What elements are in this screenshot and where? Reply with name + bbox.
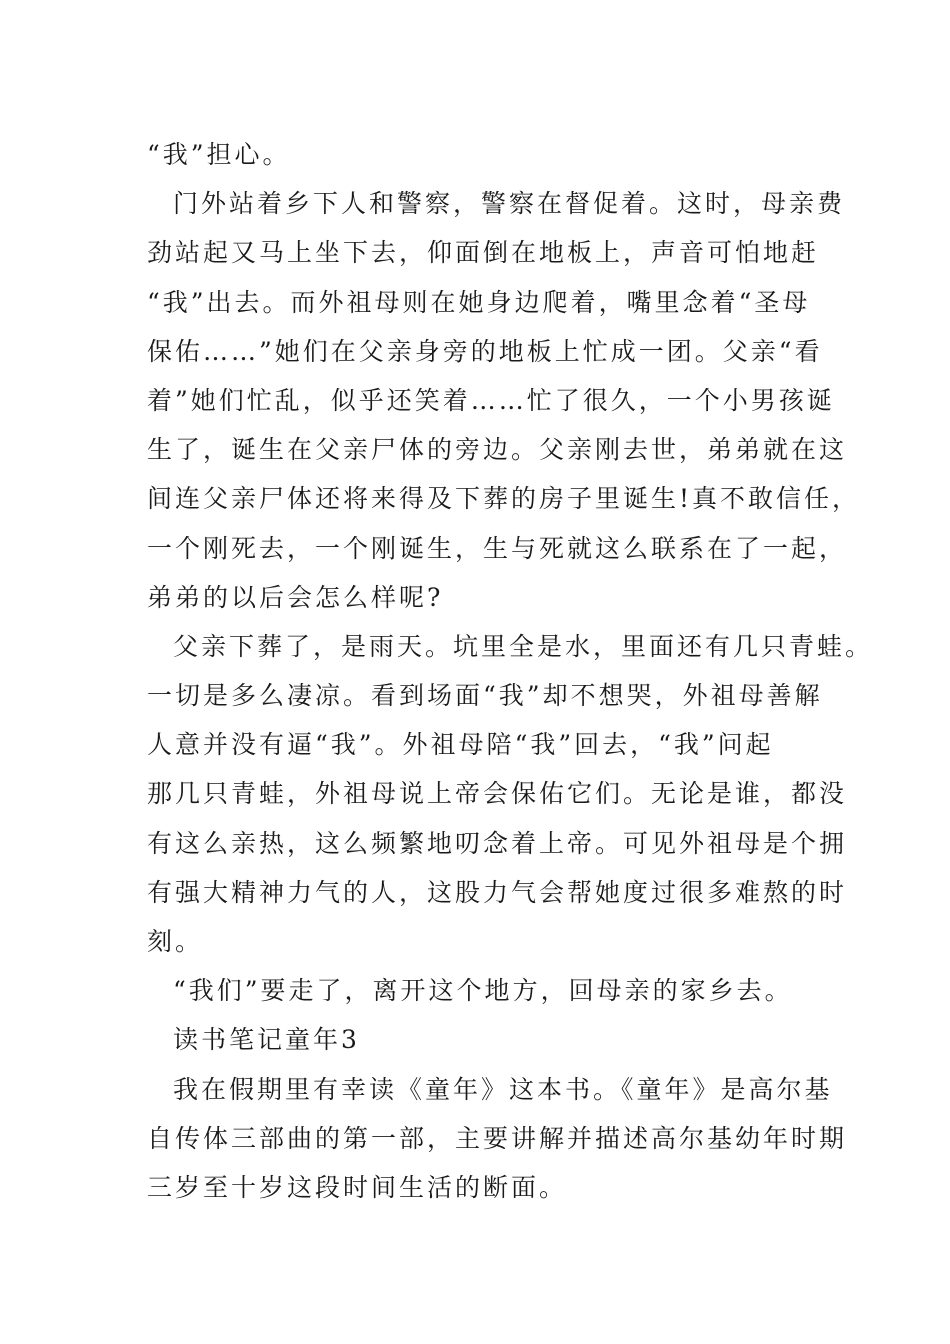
text-line: 弟弟的以后会怎么样呢? bbox=[147, 582, 444, 612]
text-line: 有强大精神力气的人，这股力气会帮她度过很多难熬的时 bbox=[147, 877, 848, 907]
text-line: 劲站起又马上坐下去，仰面倒在地板上，声音可怕地赶 bbox=[147, 238, 820, 268]
text-line: 着”她们忙乱，似乎还笑着……忙了很久，一个小男孩诞 bbox=[147, 385, 835, 415]
text-line: “我”担心。 bbox=[147, 140, 291, 169]
text-line: 我在假期里有幸读《童年》这本书。《童年》是高尔基 bbox=[173, 1074, 833, 1104]
text-line: 保佑……”她们在父亲身旁的地板上忙成一团。父亲“看 bbox=[147, 336, 823, 366]
body-text bbox=[147, 130, 874, 1212]
text-line: 自传体三部曲的第一部，主要讲解并描述高尔基幼年时期 bbox=[147, 1123, 848, 1153]
text-line: 三岁至十岁这段时间生活的断面。 bbox=[147, 1172, 568, 1202]
text-line: 一切是多么凄凉。看到场面“我”却不想哭，外祖母善解 bbox=[147, 681, 823, 711]
section-heading: 读书笔记童年3 bbox=[173, 1025, 360, 1055]
text-line: 一个刚死去，一个刚诞生，生与死就这么联系在了一起， bbox=[147, 533, 848, 563]
text-line: 间连父亲尸体还将来得及下葬的房子里诞生!真不敢信任， bbox=[147, 484, 861, 514]
text-line: “我们”要走了，离开这个地方，回母亲的家乡去。 bbox=[173, 976, 793, 1006]
text-line: 刻。 bbox=[147, 927, 204, 956]
text-line: 有这么亲热，这么频繁地叨念着上帝。可见外祖母是个拥 bbox=[147, 828, 848, 858]
text-line: 父亲下葬了，是雨天。坑里全是水，里面还有几只青蛙。 bbox=[173, 631, 874, 661]
text-line: 生了，诞生在父亲尸体的旁边。父亲刚去世，弟弟就在这 bbox=[147, 435, 848, 465]
text-line: 门外站着乡下人和警察，警察在督促着。这时，母亲费 bbox=[173, 189, 846, 219]
text-line: “我”出去。而外祖母则在她身边爬着，嘴里念着“圣母 bbox=[147, 287, 811, 317]
text-line: 那几只青蛙，外祖母说上帝会保佑它们。无论是谁，都没 bbox=[147, 779, 848, 809]
text-line: 人意并没有逼“我”。外祖母陪“我”回去，“我”问起 bbox=[147, 730, 774, 760]
